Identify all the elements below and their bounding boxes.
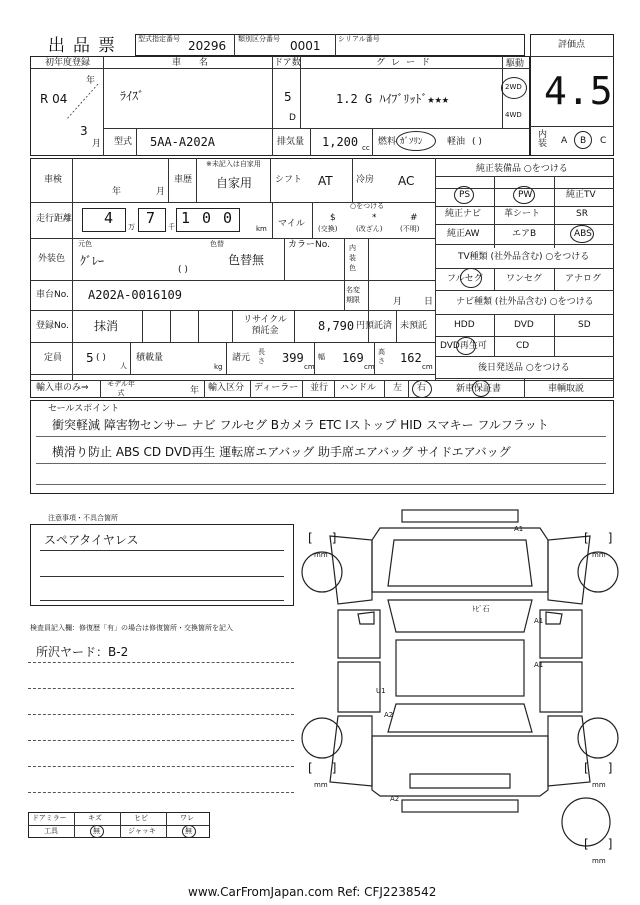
orig-color-label: 元色 bbox=[78, 240, 92, 248]
length: 399 bbox=[282, 351, 304, 365]
mileage-digit-5: 0 bbox=[223, 209, 233, 227]
mileage-man: 万 bbox=[128, 223, 135, 231]
capacity-paren: ( ) bbox=[96, 353, 106, 363]
defect-crack: ヒビ bbox=[134, 814, 148, 822]
import-class-label: 輸入区分 bbox=[208, 383, 245, 393]
tire-mm-fl: mm bbox=[314, 551, 328, 559]
meter-exchange: (交換) bbox=[318, 225, 338, 233]
dims-label: 諸元 bbox=[232, 353, 251, 363]
interior-grade-a: A bbox=[561, 136, 568, 146]
color-no-label: カラーNo. bbox=[288, 240, 330, 250]
doors: 5 bbox=[284, 90, 292, 104]
first-reg-slash bbox=[62, 82, 102, 122]
diagram-mark-a1-door2: A1 bbox=[534, 661, 544, 669]
length-cm: cm bbox=[304, 363, 315, 371]
sales-period-label: 名変期限 bbox=[346, 286, 360, 304]
car-name: ﾗｲｽﾞ bbox=[120, 89, 145, 103]
shift: AT bbox=[318, 174, 333, 188]
length-label: 長さ bbox=[258, 348, 265, 365]
car-diagram bbox=[300, 500, 620, 880]
chassis-label: 車台No. bbox=[36, 290, 69, 300]
tv-fullseg: フルセグ bbox=[447, 274, 483, 284]
mile-label: マイル bbox=[278, 219, 305, 229]
fuel-label: 燃料 bbox=[378, 137, 397, 147]
sales-points-label: セールスポイント bbox=[48, 404, 120, 414]
fuel-paren: ( ) bbox=[472, 137, 482, 147]
first-reg-year-unit: 年 bbox=[86, 76, 96, 86]
orig-color: ｸﾞﾚｰ bbox=[80, 254, 105, 268]
capacity-label: 定員 bbox=[44, 353, 63, 363]
width-label: 幅 bbox=[318, 353, 325, 361]
doors-label: ドア数 bbox=[274, 58, 301, 68]
footer-reference: www.CarFromJapan.com Ref: CFJ2238542 bbox=[188, 885, 437, 899]
std-equip-pw-circle bbox=[513, 186, 535, 204]
model: 5AA-A202A bbox=[150, 135, 216, 149]
recycle: 8,790 bbox=[318, 319, 355, 333]
notes-line1: スペアタイヤレス bbox=[44, 533, 139, 547]
history-label: 車歴 bbox=[174, 175, 193, 185]
nav-dvd-play-circle bbox=[456, 337, 476, 355]
handle-left: 左 bbox=[393, 383, 403, 393]
interior-grade-c: C bbox=[600, 136, 607, 146]
repaint-label: 色替 bbox=[210, 240, 224, 248]
tire-bracket-fl: [ ] bbox=[308, 531, 337, 545]
tv-oneseg: ワンセグ bbox=[506, 274, 543, 284]
defect-jack-circle bbox=[182, 825, 196, 838]
cooler-label: 冷房 bbox=[356, 175, 375, 185]
std-equip-nav: 純正ナビ bbox=[445, 209, 482, 219]
height-label: 高さ bbox=[378, 348, 385, 365]
meter-modified: (改ざん) bbox=[356, 225, 383, 233]
std-equip-ps: PS bbox=[459, 190, 471, 200]
tire-bracket-rr: [ ] bbox=[584, 761, 613, 775]
inspector-line1: 所沢ヤード：B-2 bbox=[36, 645, 129, 659]
mileage-digit-4: 0 bbox=[202, 209, 212, 227]
inspection-month-unit: 月 bbox=[156, 187, 166, 197]
interior-grade-b: B bbox=[580, 136, 587, 146]
car-name-label: 車名 bbox=[172, 58, 227, 68]
interior-grade-circle bbox=[574, 131, 592, 149]
inspection-year-unit: 年 bbox=[112, 187, 122, 197]
tire-bracket-fr: [ ] bbox=[584, 531, 613, 545]
defect-jack: ジャッキ bbox=[128, 827, 156, 835]
light-oil: 軽油 bbox=[447, 137, 466, 147]
load-kg: kg bbox=[214, 363, 223, 371]
defect-tools-value: 無 bbox=[93, 827, 100, 835]
cooler: AC bbox=[398, 174, 415, 188]
mileage-sen: 千 bbox=[168, 223, 175, 231]
grade-label: グレード bbox=[376, 58, 437, 68]
drive-label: 駆動 bbox=[506, 59, 525, 69]
nav-dvd-play: DVD再生可 bbox=[440, 341, 487, 351]
defect-scratch: キズ bbox=[88, 814, 102, 822]
mileage-km: km bbox=[256, 225, 267, 233]
docs-warranty-circle bbox=[472, 380, 490, 397]
model-year-unit: 年 bbox=[190, 386, 200, 396]
color-label: 外装色 bbox=[38, 254, 66, 264]
drive-circle bbox=[501, 77, 527, 99]
tire-mm-spare: mm bbox=[592, 857, 606, 865]
diagram-mark-a2-rear: A2 bbox=[390, 795, 400, 803]
interior-color-label: 内装色 bbox=[349, 244, 356, 272]
cc-unit: cc bbox=[362, 144, 370, 152]
nav-sd: SD bbox=[578, 320, 591, 330]
class-no: 0001 bbox=[290, 39, 321, 53]
handle-circle bbox=[412, 380, 432, 398]
diagram-mark-u1: U1 bbox=[376, 687, 386, 695]
tv-fullseg-circle bbox=[460, 268, 482, 288]
first-reg-month: 3 bbox=[80, 124, 88, 138]
std-equip-aw: 純正AW bbox=[447, 229, 480, 239]
meter-sharp: # bbox=[410, 213, 418, 223]
defect-tools: 工具 bbox=[44, 827, 58, 835]
door-type: D bbox=[289, 113, 296, 123]
score-label: 評価点 bbox=[558, 40, 586, 50]
drive-2wd: 2WD bbox=[505, 83, 522, 91]
std-equip-pw: PW bbox=[518, 190, 533, 200]
displacement-label: 排気量 bbox=[277, 137, 305, 147]
reg-no-label: 登録No. bbox=[36, 321, 69, 331]
history: 自家用 bbox=[216, 176, 253, 190]
tire-mm-rl: mm bbox=[314, 781, 328, 789]
model-cert-no: 20296 bbox=[188, 39, 227, 53]
sales-points-line2: 横滑り防止 ABS CD DVD再生 運転席エアバッグ 助手席エアバッグ サイドエアバッグ bbox=[52, 445, 511, 459]
tire-bracket-rl: [ ] bbox=[308, 761, 337, 775]
recycle-label: リサイクル預託金 bbox=[243, 315, 287, 336]
mileage-digit-2: 7 bbox=[146, 209, 156, 227]
sheet-title: 出品票 bbox=[48, 36, 123, 56]
nav-dvd: DVD bbox=[514, 320, 534, 330]
inspection-label: 車検 bbox=[44, 175, 63, 185]
meter-unknown: (不明) bbox=[400, 225, 420, 233]
std-equip-abs-circle bbox=[570, 225, 594, 243]
mileage-digit-1: 4 bbox=[104, 209, 114, 227]
defect-break: ワレ bbox=[180, 814, 194, 822]
meter-dollar: $ bbox=[330, 213, 336, 223]
width-cm: cm bbox=[364, 363, 375, 371]
meter-star: * bbox=[372, 213, 377, 223]
capacity: 5 bbox=[86, 351, 94, 365]
reg-no: 抹消 bbox=[94, 319, 119, 333]
sales-period-day: 日 bbox=[424, 297, 434, 307]
model-year-label: モデル年式 bbox=[107, 380, 135, 397]
docs-manual: 車輌取説 bbox=[548, 384, 585, 394]
docs-title: 後日発送品 ○をつける bbox=[478, 363, 570, 373]
load-label: 積載量 bbox=[136, 353, 164, 363]
defect-mirror: ドアミラー bbox=[32, 814, 67, 822]
fuel-circle bbox=[396, 131, 436, 151]
score-value: 4.5 bbox=[544, 69, 613, 113]
inspector-label: 検査員記入欄：修復歴「有」の場合は修復箇所・交換箇所を記入 bbox=[30, 624, 233, 632]
defect-jack-value: 無 bbox=[185, 827, 192, 835]
history-note: ※未記入は自家用 bbox=[206, 160, 261, 168]
first-reg-label: 初年度登録 bbox=[45, 58, 91, 68]
displacement: 1,200 bbox=[322, 135, 359, 149]
capacity-unit: 人 bbox=[120, 362, 127, 370]
import-label: 輸入車のみ⇒ bbox=[36, 383, 89, 393]
handle-label: ハンドル bbox=[340, 383, 377, 393]
tire-mm-rr: mm bbox=[592, 781, 606, 789]
mileage-label: 走行距離 bbox=[36, 214, 73, 224]
nav-hdd: HDD bbox=[454, 320, 475, 330]
std-equip-title: 純正装備品 ○をつける bbox=[476, 164, 568, 174]
repaint-paren: ( ) bbox=[178, 265, 188, 275]
width: 169 bbox=[342, 351, 364, 365]
notes-label: 注意事項・不具合箇所 bbox=[48, 514, 118, 522]
diagram-mark-a1-door1: A1 bbox=[534, 617, 544, 625]
recycle-unit: 円預託済 bbox=[356, 321, 393, 331]
std-equip-ps-circle bbox=[454, 186, 474, 204]
std-equip-tv: 純正TV bbox=[566, 190, 596, 200]
chassis: A202A-0016109 bbox=[88, 288, 182, 302]
class-label: 類別区分番号 bbox=[238, 35, 280, 43]
interior-label: 内装 bbox=[538, 130, 548, 149]
model-cert-label: 型式指定番号 bbox=[138, 35, 180, 43]
nav-cd: CD bbox=[516, 341, 530, 351]
repaint: 色替無 bbox=[228, 253, 265, 267]
mileage-digit-3: 1 bbox=[181, 209, 191, 227]
nav-title: ナビ種類 (社外品含む) ○をつける bbox=[456, 297, 594, 307]
fuel-value: ｶﾞｿﾘﾝ bbox=[400, 137, 423, 147]
sales-period-month: 月 bbox=[393, 297, 403, 307]
model-label: 型式 bbox=[114, 137, 133, 147]
diagram-mark-a2-side: A2 bbox=[384, 711, 394, 719]
docs-warranty: 新車保証書 bbox=[456, 384, 502, 394]
grade: 1.2 G ﾊｲﾌﾞﾘｯﾄﾞ★★★ bbox=[336, 92, 450, 106]
defect-tools-circle bbox=[90, 825, 104, 838]
diagram-mark-stone: ﾄﾋﾞ石 bbox=[472, 605, 490, 613]
height-cm: cm bbox=[422, 363, 433, 371]
diagram-mark-a1-front: A1 bbox=[514, 525, 524, 533]
import-dealer: ディーラー bbox=[254, 383, 299, 393]
shift-label: シフト bbox=[275, 175, 303, 185]
drive-4wd: 4WD bbox=[505, 111, 522, 119]
std-equip-abs: ABS bbox=[574, 229, 592, 239]
tire-bracket-spare: [ ] bbox=[584, 837, 613, 851]
first-reg-month-unit: 月 bbox=[92, 139, 102, 149]
first-reg-era: R 04 bbox=[40, 92, 68, 106]
tv-analog: アナログ bbox=[565, 274, 602, 284]
tire-mm-fr: mm bbox=[592, 551, 606, 559]
height: 162 bbox=[400, 351, 422, 365]
std-equip-airbag: エアB bbox=[512, 229, 537, 239]
serial-label: シリアル番号 bbox=[338, 35, 380, 43]
std-equip-sr: SR bbox=[576, 209, 588, 219]
import-parallel: 並行 bbox=[310, 383, 329, 393]
handle-right: 右 bbox=[417, 383, 427, 393]
std-equip-leather: 革シート bbox=[504, 209, 541, 219]
recycle-unpaid: 未預託 bbox=[400, 321, 428, 331]
meter-circle-note: ○をつける bbox=[350, 202, 385, 210]
tv-title: TV種類 (社外品含む) ○をつける bbox=[458, 252, 590, 262]
sales-points-line1: 衝突軽減 障害物センサー ナビ フルセグ Bカメラ ETC Iストップ HID スマキー フルフラット bbox=[52, 418, 549, 432]
